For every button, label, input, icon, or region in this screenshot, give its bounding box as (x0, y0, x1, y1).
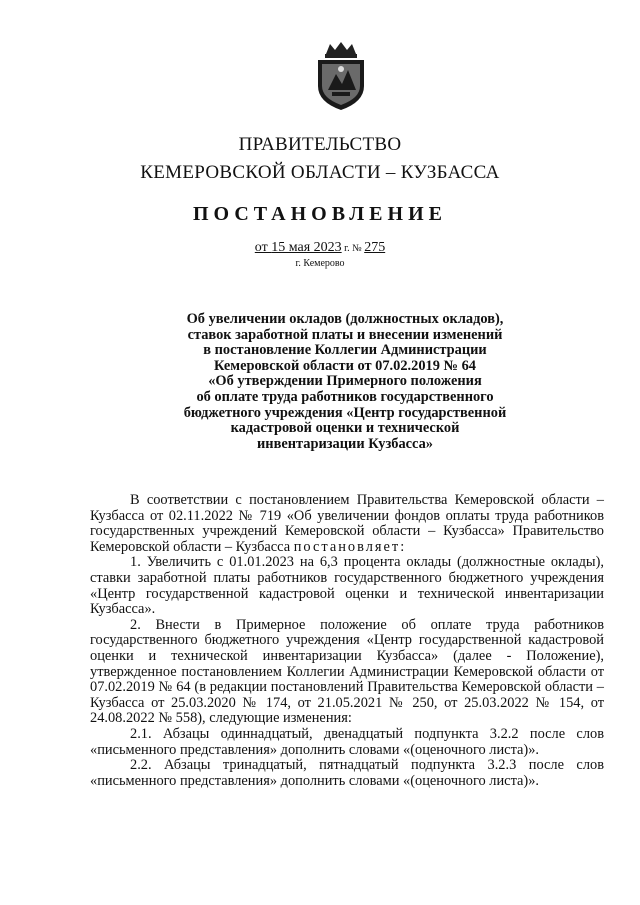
government-name-line1: ПРАВИТЕЛЬСТВО (238, 134, 402, 155)
document-body (90, 493, 604, 789)
title-line: Кемеровской области от 07.02.2019 № 64 (214, 357, 476, 374)
title-line: в постановление Коллегии Администрации (203, 342, 487, 359)
document-title (150, 312, 540, 452)
coat-of-arms-emblem (312, 40, 370, 112)
title-line: инвентаризации Кузбасса» (256, 435, 433, 452)
clause-1: 1. Увеличить с 01.01.2023 на 6,3 процента оклады (должностные оклады), ставки заработной платы работников государственного бюджетного учреждения «Центр государственной кадастровой оценки и технической инвентаризации Кузбасса». (90, 554, 604, 618)
document-date-number (0, 240, 640, 256)
document-date: 15 мая 2023 (271, 240, 342, 255)
document-type-heading: ПОСТАНОВЛЕНИЕ (193, 203, 447, 225)
title-line: «Об утверждении Примерного положения (208, 373, 482, 390)
title-line: бюджетного учреждения «Центр государственной (183, 404, 507, 421)
title-line: об оплате труда работников государственного (196, 388, 494, 405)
title-line: кадастровой оценки и технической (230, 420, 460, 437)
date-prefix: от (254, 240, 272, 255)
city-name: г. Кемерово (295, 258, 345, 269)
year-suffix: г. (341, 243, 353, 254)
title-line: ставок заработной платы и внесении изменений (187, 326, 503, 343)
clause-2-2: 2.2. Абзацы тринадцатый, пятнадцатый подпункта 3.2.3 после слов «письменного представления» дополнить словами «(оценочного листа)». (90, 757, 604, 789)
document-number: 275 (364, 240, 386, 255)
clause-2: 2. Внести в Примерное положение об оплате труда работников государственного бюджетного учреждения «Центр государственной кадастровой оценки и технической инвентаризации Кузбасса» (далее - Положение), утвержденное постановлением Коллегии Администрации Кемеровской области от 07.02.2019 № 64 (в редакции постановлений Правительства Кемеровской области – Кузбасса от 25.03.2020 № 174, от 21.05.2021 № 250, от 25.03.2022 № 154, от 24.08.2022 № 558), следующие изменения: (90, 616, 604, 727)
government-name-line2: КЕМЕРОВСКОЙ ОБЛАСТИ – КУЗБАССА (140, 162, 500, 183)
preamble-paragraph (90, 493, 604, 555)
clause-2-1: 2.1. Абзацы одиннадцатый, двенадцатый подпункта 3.2.2 после слов «письменного представления» дополнить словами «(оценочного листа)». (90, 725, 604, 758)
preamble-text: В соответствии с постановлением Правительства Кемеровской области – Кузбасса от 02.11.2022 № 719 «Об увеличении фондов оплаты труда работников государственных учреждений Кемеровской области – Кузбасса» Правительство Кемеровской области – Кузбасса (90, 492, 604, 555)
resolves-verb: постановляет: (293, 538, 407, 555)
title-line: Об увеличении окладов (должностных окладов), (186, 311, 504, 327)
number-sign: № (352, 243, 365, 254)
